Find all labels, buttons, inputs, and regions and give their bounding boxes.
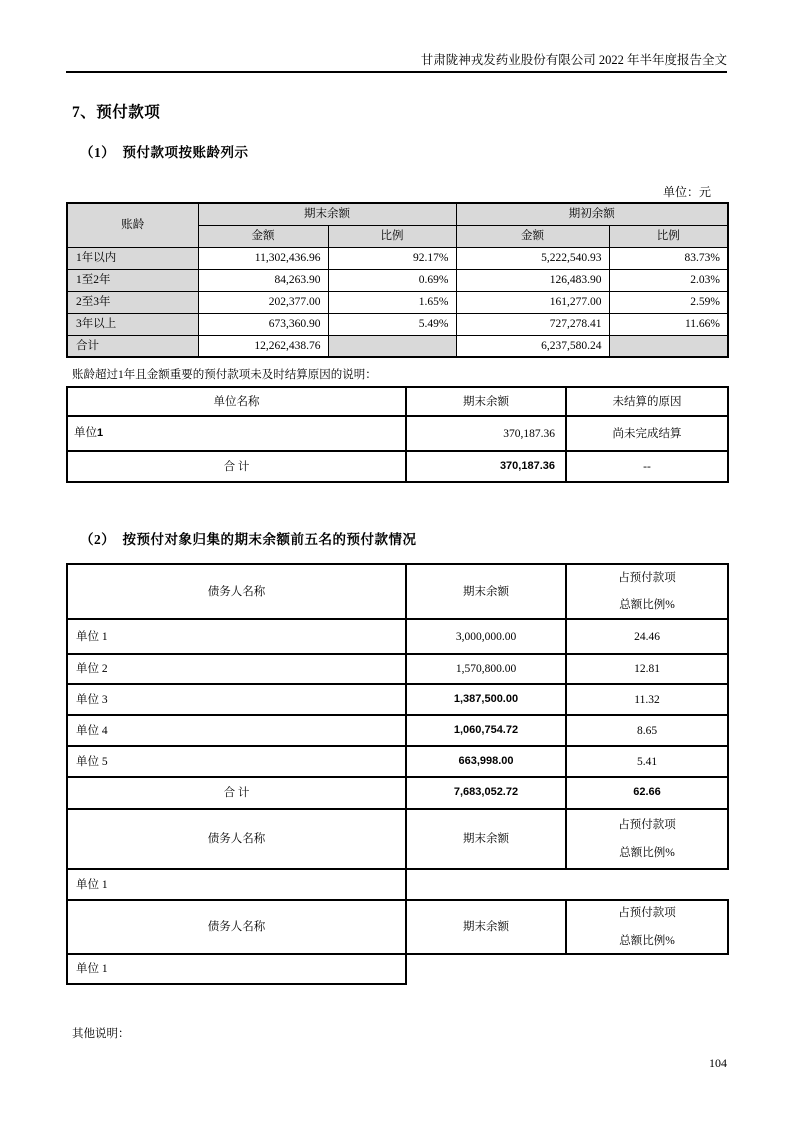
subsection-1-title: （1） 预付款项按账龄列示: [80, 145, 249, 161]
debtor-name-cell: 单位 5: [67, 746, 406, 777]
ending-balance-header: 期末余额: [406, 564, 566, 619]
aging-row: [67, 269, 728, 291]
ending-amount-cell: 202,377.00: [198, 291, 328, 313]
beginning-ratio-cell: 2.03%: [609, 269, 728, 291]
ratio-cell: 24.46: [566, 619, 728, 654]
beginning-amount-header: 金额: [456, 225, 609, 247]
total-amount-cell: 7,683,052.72: [406, 777, 566, 809]
empty-cell: [328, 335, 456, 357]
unsettled-table: [66, 386, 729, 483]
beginning-balance-header: 期初余额: [456, 203, 728, 225]
ratio-header-line2: 总额比例%: [619, 599, 675, 612]
page-header-title: 甘肃陇神戎发药业股份有限公司 2022 年半年度报告全文: [420, 53, 727, 67]
top5-extra-header-row: [67, 809, 728, 869]
ratio-header-line1: 占预付款项: [618, 571, 676, 584]
total-ratio-cell: 62.66: [566, 777, 728, 809]
total-reason-cell: --: [566, 451, 728, 482]
ending-amount-header: 金额: [198, 225, 328, 247]
unit-name-header: 单位名称: [67, 387, 406, 416]
top5-header-row: [67, 564, 728, 619]
ratio-header: [566, 900, 728, 954]
page-number: 104: [709, 1056, 727, 1070]
amount-cell: 663,998.00: [406, 746, 566, 777]
unit-name-cell: [67, 416, 406, 451]
top5-row: [67, 684, 728, 715]
ending-ratio-header: 比例: [328, 225, 456, 247]
top5-extra-header-row: [67, 900, 728, 954]
subsection-2-title: （2） 按预付对象归集的期末余额前五名的预付款情况: [80, 532, 417, 548]
total-label: 合 计: [67, 777, 406, 809]
total-amount-cell: 370,187.36: [406, 451, 566, 482]
debtor-name-header: 债务人名称: [67, 809, 406, 869]
section-title: 7、预付款项: [72, 104, 161, 122]
aging-label: 1至2年: [67, 269, 198, 291]
beginning-ratio-header: 比例: [609, 225, 728, 247]
top5-table: [66, 563, 729, 985]
debtor-name-cell: 单位 4: [67, 715, 406, 746]
ratio-header: [566, 809, 728, 869]
unit-label: 单位：元: [662, 185, 711, 200]
aging-total-label: 合计: [67, 335, 198, 357]
debtor-name-cell: 单位 1: [67, 869, 406, 900]
ending-balance-header: 期末余额: [406, 387, 566, 416]
top5-extra-row: [67, 954, 728, 984]
aging-label: 1年以内: [67, 247, 198, 269]
aging-row: [67, 313, 728, 335]
empty-cell: [566, 954, 728, 984]
ratio-cell: 5.41: [566, 746, 728, 777]
ratio-cell: 11.32: [566, 684, 728, 715]
ratio-header-line2: 总额比例%: [619, 846, 675, 859]
top5-total-row: [67, 777, 728, 809]
debtor-name-cell: 单位 3: [67, 684, 406, 715]
ending-amount-cell: 673,360.90: [198, 313, 328, 335]
aging-row: [67, 247, 728, 269]
ending-amount-cell: 84,263.90: [198, 269, 328, 291]
total-label: 合 计: [67, 451, 406, 482]
unsettled-row: [67, 416, 728, 451]
empty-cell: [406, 954, 566, 984]
ending-ratio-cell: 0.69%: [328, 269, 456, 291]
top5-row: [67, 746, 728, 777]
reason-cell: 尚未完成结算: [566, 416, 728, 451]
debtor-name-cell: 单位 1: [67, 619, 406, 654]
top5-row: [67, 619, 728, 654]
ending-ratio-cell: 1.65%: [328, 291, 456, 313]
debtor-name-cell: 单位 2: [67, 654, 406, 684]
amount-cell: 1,387,500.00: [406, 684, 566, 715]
ending-balance-header: 期末余额: [406, 809, 566, 869]
ending-balance-header: 期末余额: [198, 203, 456, 225]
amount-cell: 3,000,000.00: [406, 619, 566, 654]
debtor-name-header: 债务人名称: [67, 900, 406, 954]
page-header: [66, 0, 727, 73]
ending-amount-total-cell: 12,262,438.76: [198, 335, 328, 357]
ending-balance-header: 期末余额: [406, 900, 566, 954]
empty-cell: [566, 869, 728, 900]
ratio-header-line1: 占预付款项: [618, 819, 676, 832]
empty-cell: [609, 335, 728, 357]
beginning-ratio-cell: 11.66%: [609, 313, 728, 335]
aging-label: 2至3年: [67, 291, 198, 313]
unsettled-reason-header: 未结算的原因: [566, 387, 728, 416]
unsettled-total-row: [67, 451, 728, 482]
ratio-header: [566, 564, 728, 619]
beginning-ratio-cell: 83.73%: [609, 247, 728, 269]
beginning-amount-cell: 727,278.41: [456, 313, 609, 335]
amount-cell: 1,570,800.00: [406, 654, 566, 684]
ratio-header-line2: 总额比例%: [619, 934, 675, 947]
ending-amount-cell: 11,302,436.96: [198, 247, 328, 269]
aging-header-row-1: [67, 203, 728, 225]
beginning-amount-cell: 126,483.90: [456, 269, 609, 291]
top5-row: [67, 654, 728, 684]
aging-note: 账龄超过1年且金额重要的预付款项未及时结算原因的说明：: [72, 369, 377, 382]
other-note: 其他说明：: [72, 1028, 130, 1041]
ending-ratio-cell: 5.49%: [328, 313, 456, 335]
aging-label: 3年以上: [67, 313, 198, 335]
beginning-amount-total-cell: 6,237,580.24: [456, 335, 609, 357]
beginning-amount-cell: 161,277.00: [456, 291, 609, 313]
debtor-name-header: 债务人名称: [67, 564, 406, 619]
amount-cell: 1,060,754.72: [406, 715, 566, 746]
top5-row: [67, 715, 728, 746]
aging-table: [66, 202, 729, 358]
debtor-name-cell: 单位 1: [67, 954, 406, 984]
unit-name-number: 1: [97, 427, 104, 440]
ratio-header-line1: 占预付款项: [618, 907, 676, 920]
unit-name-text: 单位: [74, 427, 97, 440]
top5-extra-row: [67, 869, 728, 900]
beginning-ratio-cell: 2.59%: [609, 291, 728, 313]
amount-cell: 370,187.36: [406, 416, 566, 451]
empty-cell: [406, 869, 566, 900]
ratio-cell: 12.81: [566, 654, 728, 684]
aging-total-row: [67, 335, 728, 357]
aging-col-header: 账龄: [67, 203, 198, 247]
ending-ratio-cell: 92.17%: [328, 247, 456, 269]
beginning-amount-cell: 5,222,540.93: [456, 247, 609, 269]
aging-row: [67, 291, 728, 313]
unsettled-header-row: [67, 387, 728, 416]
ratio-cell: 8.65: [566, 715, 728, 746]
